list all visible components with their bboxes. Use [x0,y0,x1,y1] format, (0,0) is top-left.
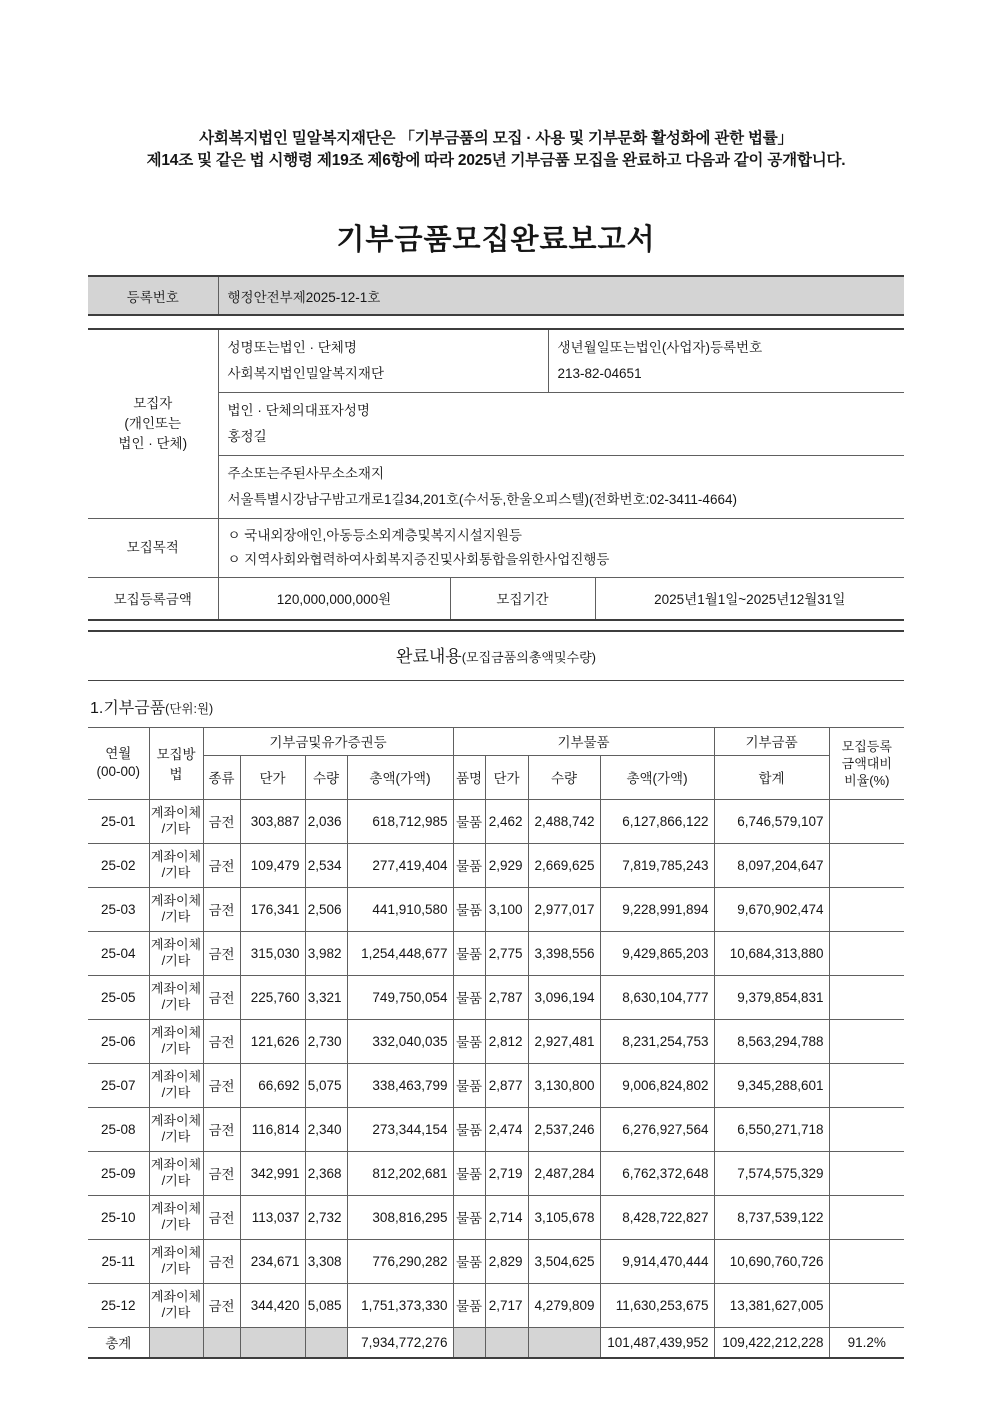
cell-sum: 8,097,204,647 [714,843,829,887]
cell-method [149,1195,203,1239]
cell-item-amount: 9,429,865,203 [600,931,714,975]
cell-method-line: /기타 [161,1305,191,1320]
cell-method [149,843,203,887]
collector-regno-cell [548,329,904,393]
cell-sum: 9,670,902,474 [714,887,829,931]
cell-sum: 6,746,579,107 [714,799,829,843]
cell-method-line: /기타 [161,909,191,924]
cell-qty: 3,308 [305,1239,347,1283]
table-row [88,799,904,843]
cell-ratio [829,1283,904,1327]
header-item-unit-price: 단가 [485,755,528,799]
cell-month: 25-11 [88,1239,149,1283]
cell-unit-price: 109,479 [240,843,305,887]
header-kind: 종류 [203,755,240,799]
cell-item-amount: 9,914,470,444 [600,1239,714,1283]
cell-method [149,1107,203,1151]
cell-unit-price: 303,887 [240,799,305,843]
collector-table [88,328,904,621]
cell-item-qty: 2,487,284 [528,1151,600,1195]
donation-table-body [88,799,904,1327]
cell-item-qty: 2,669,625 [528,843,600,887]
cell-item-unit-price: 2,462 [485,799,528,843]
cell-item: 물품 [453,1239,485,1283]
cell-method-line: /기타 [161,821,191,836]
intro-line-2: 제14조 및 같은 법 시행령 제19조 제6항에 따라 2025년 기부금품 모집을 완료하고 다음과 같이 공개합니다. [146,151,846,169]
cell-kind: 금전 [203,843,240,887]
table-row [88,843,904,887]
cell-ratio [829,1107,904,1151]
cell-item-qty: 3,130,800 [528,1063,600,1107]
cell-method-line: 계좌이체 [150,1289,202,1304]
amount-value: 120,000,000,000원 [218,578,450,620]
collector-addr-cell [218,456,904,519]
cell-qty: 3,321 [305,975,347,1019]
cell-method-line: 계좌이체 [150,893,202,908]
cell-item-amount: 8,428,722,827 [600,1195,714,1239]
cell-kind: 금전 [203,1283,240,1327]
cell-unit-price: 344,420 [240,1283,305,1327]
cell-item-amount: 8,231,254,753 [600,1019,714,1063]
cell-method [149,1151,203,1195]
collector-regno-label: 생년월일또는법인(사업자)등록번호 [557,340,763,355]
cell-item-amount: 6,762,372,648 [600,1151,714,1195]
period-value: 2025년1월1일~2025년12월31일 [595,578,904,620]
cell-ratio [829,975,904,1019]
cell-month: 25-03 [88,887,149,931]
cell-method [149,1239,203,1283]
cell-sum: 8,737,539,122 [714,1195,829,1239]
collector-addr-value: 서울특별시강남구밤고개로1길34,201호(수서동,한울오피스텔)(전화번호:02-3411-4664) [227,492,737,507]
cell-ratio [829,843,904,887]
collector-regno-value: 213-82-04651 [557,366,642,381]
total-item-amount: 101,487,439,952 [600,1327,714,1358]
cell-ratio [829,1151,904,1195]
total-ratio: 91.2% [829,1327,904,1358]
cell-month: 25-07 [88,1063,149,1107]
cell-method-line: 계좌이체 [150,1113,202,1128]
header-unit-price: 단가 [240,755,305,799]
cell-method-line: 계좌이체 [150,1025,202,1040]
period-label: 모집기간 [450,578,595,620]
total-item-unit-price-cell [485,1327,528,1358]
cell-item: 물품 [453,1019,485,1063]
cell-qty: 2,368 [305,1151,347,1195]
cell-item-qty: 2,927,481 [528,1019,600,1063]
cell-method-line: /기타 [161,1217,191,1232]
cell-sum: 8,563,294,788 [714,1019,829,1063]
cell-unit-price: 121,626 [240,1019,305,1063]
header-ratio-line: 금액대비 [841,755,892,771]
cell-method-line: 계좌이체 [150,1157,202,1172]
header-row-groups [88,727,904,755]
cell-item: 물품 [453,887,485,931]
intro-paragraph [88,128,904,171]
cell-month: 25-08 [88,1107,149,1151]
cell-unit-price: 113,037 [240,1195,305,1239]
cell-unit-price: 234,671 [240,1239,305,1283]
header-method: 모집방법 [149,727,203,799]
section1-unit: (단위:원) [165,701,214,716]
section1-title: 1.기부금품 [90,699,166,717]
cell-sum: 13,381,627,005 [714,1283,829,1327]
cell-item-unit-price: 2,719 [485,1151,528,1195]
cell-method-line: 계좌이체 [150,937,202,952]
cell-qty: 2,732 [305,1195,347,1239]
cell-month: 25-05 [88,975,149,1019]
cell-item-amount: 6,276,927,564 [600,1107,714,1151]
cell-method-line: /기타 [161,953,191,968]
cell-item-qty: 4,279,809 [528,1283,600,1327]
table-row [88,1195,904,1239]
amount-row [88,578,904,620]
registration-row [88,276,904,315]
cell-method-line: /기타 [161,1085,191,1100]
cell-method-line: 계좌이체 [150,1245,202,1260]
cell-kind: 금전 [203,1239,240,1283]
cell-item-qty: 2,488,742 [528,799,600,843]
cell-kind: 금전 [203,1107,240,1151]
table-row [88,887,904,931]
cell-item-unit-price: 2,929 [485,843,528,887]
cell-item-unit-price: 2,714 [485,1195,528,1239]
cell-item-amount: 6,127,866,122 [600,799,714,843]
cell-item: 물품 [453,843,485,887]
cell-qty: 3,982 [305,931,347,975]
registration-label: 등록번호 [88,276,218,315]
cell-sum: 9,345,288,601 [714,1063,829,1107]
cell-item-unit-price: 2,717 [485,1283,528,1327]
cell-item: 물품 [453,799,485,843]
collector-label [88,329,218,519]
cell-method [149,887,203,931]
completion-subtitle: (모집금품의총액및수량) [461,649,596,665]
donation-table [88,727,904,1360]
cell-kind: 금전 [203,931,240,975]
total-unit-price-cell [240,1327,305,1358]
amount-label: 모집등록금액 [88,578,218,620]
cell-method-line: /기타 [161,865,191,880]
cell-item: 물품 [453,931,485,975]
cell-method-line: /기타 [161,1173,191,1188]
cell-item: 물품 [453,1107,485,1151]
collector-label-line: 법인 · 단체) [118,436,188,451]
cell-ratio [829,931,904,975]
cell-item-unit-price: 2,877 [485,1063,528,1107]
cell-method-line: 계좌이체 [150,849,202,864]
cell-kind: 금전 [203,1019,240,1063]
cell-item-unit-price: 3,100 [485,887,528,931]
table-row [88,975,904,1019]
header-month [88,727,149,799]
purpose-item-2: ㅇ 지역사회와협력하여사회복지증진및사회통합을위한사업진행등 [227,552,610,567]
cell-method [149,1019,203,1063]
header-group-goods: 기부물품 [453,727,714,755]
completion-title: 완료내용 [396,646,462,666]
total-method-cell [149,1327,203,1358]
cell-kind: 금전 [203,1151,240,1195]
cell-amount: 338,463,799 [347,1063,453,1107]
cell-month: 25-01 [88,799,149,843]
cell-sum: 6,550,271,718 [714,1107,829,1151]
cell-item: 물품 [453,1063,485,1107]
cell-unit-price: 66,692 [240,1063,305,1107]
cell-month: 25-12 [88,1283,149,1327]
cell-method [149,975,203,1019]
cell-unit-price: 315,030 [240,931,305,975]
cell-method [149,1283,203,1327]
cell-item-amount: 9,006,824,802 [600,1063,714,1107]
table-row [88,1283,904,1327]
cell-item: 물품 [453,1283,485,1327]
cell-amount: 332,040,035 [347,1019,453,1063]
cell-item-amount: 11,630,253,675 [600,1283,714,1327]
cell-item-qty: 3,504,625 [528,1239,600,1283]
cell-month: 25-04 [88,931,149,975]
table-row [88,1019,904,1063]
section1-label [90,695,904,718]
cell-ratio [829,1019,904,1063]
purpose-row [88,519,904,578]
cell-item: 물품 [453,1151,485,1195]
total-sum: 109,422,212,228 [714,1327,829,1358]
collector-name-value: 사회복지법인밀알복지재단 [227,366,384,381]
cell-qty: 2,340 [305,1107,347,1151]
cell-qty: 5,075 [305,1063,347,1107]
cell-method-line: /기타 [161,1041,191,1056]
cell-month: 25-09 [88,1151,149,1195]
collector-name-cell [218,329,548,393]
table-row [88,931,904,975]
cell-method-line: /기타 [161,1261,191,1276]
cell-item: 물품 [453,1195,485,1239]
collector-rep-value: 홍정길 [227,429,267,444]
total-amount: 7,934,772,276 [347,1327,453,1358]
total-item-cell [453,1327,485,1358]
cell-kind: 금전 [203,1063,240,1107]
cell-item-unit-price: 2,787 [485,975,528,1019]
header-month-line: 연월 [105,746,132,761]
cell-amount: 273,344,154 [347,1107,453,1151]
cell-amount: 277,419,404 [347,843,453,887]
registration-table [88,275,904,316]
cell-unit-price: 176,341 [240,887,305,931]
collector-addr-label: 주소또는주된사무소소재지 [227,466,384,481]
cell-unit-price: 225,760 [240,975,305,1019]
purpose-item-1: ㅇ 국내외장애인,아동등소외계층및복지시설지원등 [227,528,522,543]
cell-qty: 2,730 [305,1019,347,1063]
collector-name-label: 성명또는법인 · 단체명 [227,340,357,355]
collector-rep-label: 법인 · 단체의대표자성명 [227,403,370,418]
registration-value: 행정안전부제2025-12-1호 [218,276,904,315]
header-item-amount: 총액(가액) [600,755,714,799]
cell-qty: 2,534 [305,843,347,887]
cell-amount: 776,290,282 [347,1239,453,1283]
table-row [88,1239,904,1283]
table-row [88,1063,904,1107]
cell-amount: 1,751,373,330 [347,1283,453,1327]
cell-kind: 금전 [203,887,240,931]
cell-item-amount: 8,630,104,777 [600,975,714,1019]
cell-amount: 749,750,054 [347,975,453,1019]
cell-month: 25-06 [88,1019,149,1063]
cell-sum: 10,690,760,726 [714,1239,829,1283]
cell-item-amount: 9,228,991,894 [600,887,714,931]
cell-item-qty: 3,096,194 [528,975,600,1019]
cell-amount: 441,910,580 [347,887,453,931]
cell-month: 25-10 [88,1195,149,1239]
cell-method [149,931,203,975]
cell-method [149,799,203,843]
total-label: 총계 [88,1327,149,1358]
header-item-qty: 수량 [528,755,600,799]
cell-sum: 9,379,854,831 [714,975,829,1019]
cell-unit-price: 342,991 [240,1151,305,1195]
header-group-total: 기부금품 [714,727,829,755]
completion-banner [88,630,904,681]
header-ratio [829,727,904,799]
cell-kind: 금전 [203,799,240,843]
cell-ratio [829,1063,904,1107]
total-qty-cell [305,1327,347,1358]
cell-item-unit-price: 2,775 [485,931,528,975]
cell-item-unit-price: 2,829 [485,1239,528,1283]
cell-item-amount: 7,819,785,243 [600,843,714,887]
header-row-columns [88,755,904,799]
cell-method-line: 계좌이체 [150,981,202,996]
cell-item-qty: 3,398,556 [528,931,600,975]
total-row [88,1327,904,1358]
cell-ratio [829,1239,904,1283]
cell-kind: 금전 [203,1195,240,1239]
cell-method-line: /기타 [161,997,191,1012]
cell-sum: 7,574,575,329 [714,1151,829,1195]
collector-label-line: (개인또는 [124,416,182,431]
cell-qty: 5,085 [305,1283,347,1327]
header-sum: 합계 [714,755,829,799]
cell-unit-price: 116,814 [240,1107,305,1151]
purpose-label: 모집목적 [88,519,218,578]
collector-name-row [88,329,904,393]
cell-item-qty: 2,537,246 [528,1107,600,1151]
header-ratio-line: 비율(%) [844,772,890,788]
cell-sum: 10,684,313,880 [714,931,829,975]
cell-method-line: /기타 [161,1129,191,1144]
cell-item-unit-price: 2,474 [485,1107,528,1151]
cell-item-qty: 3,105,678 [528,1195,600,1239]
cell-method-line: 계좌이체 [150,1201,202,1216]
table-row [88,1107,904,1151]
header-item: 품명 [453,755,485,799]
total-item-qty-cell [528,1327,600,1358]
cell-ratio [829,1195,904,1239]
cell-amount: 618,712,985 [347,799,453,843]
donation-table-head [88,727,904,799]
total-kind-cell [203,1327,240,1358]
cell-ratio [829,887,904,931]
cell-amount: 1,254,448,677 [347,931,453,975]
collector-label-line: 모집자 [133,396,173,411]
table-row [88,1151,904,1195]
cell-qty: 2,036 [305,799,347,843]
cell-item-qty: 2,977,017 [528,887,600,931]
cell-item: 물품 [453,975,485,1019]
cell-method-line: 계좌이체 [150,805,202,820]
cell-method-line: 계좌이체 [150,1069,202,1084]
cell-qty: 2,506 [305,887,347,931]
header-amount: 총액(가액) [347,755,453,799]
page-title: 기부금품모집완료보고서 [336,224,656,256]
cell-amount: 812,202,681 [347,1151,453,1195]
header-month-line: (00-00) [96,764,141,779]
cell-item-unit-price: 2,812 [485,1019,528,1063]
header-group-money: 기부금및유가증권등 [203,727,453,755]
header-qty: 수량 [305,755,347,799]
donation-table-foot [88,1327,904,1358]
purpose-cell [218,519,904,578]
intro-line-1: 사회복지법인 밀알복지재단은 「기부금품의 모집 · 사용 및 기부문화 활성화에 관한 법률」 [199,130,793,147]
collector-rep-cell [218,393,904,456]
cell-kind: 금전 [203,975,240,1019]
cell-month: 25-02 [88,843,149,887]
cell-amount: 308,816,295 [347,1195,453,1239]
cell-ratio [829,799,904,843]
header-ratio-line: 모집등록 [841,738,892,754]
cell-method [149,1063,203,1107]
